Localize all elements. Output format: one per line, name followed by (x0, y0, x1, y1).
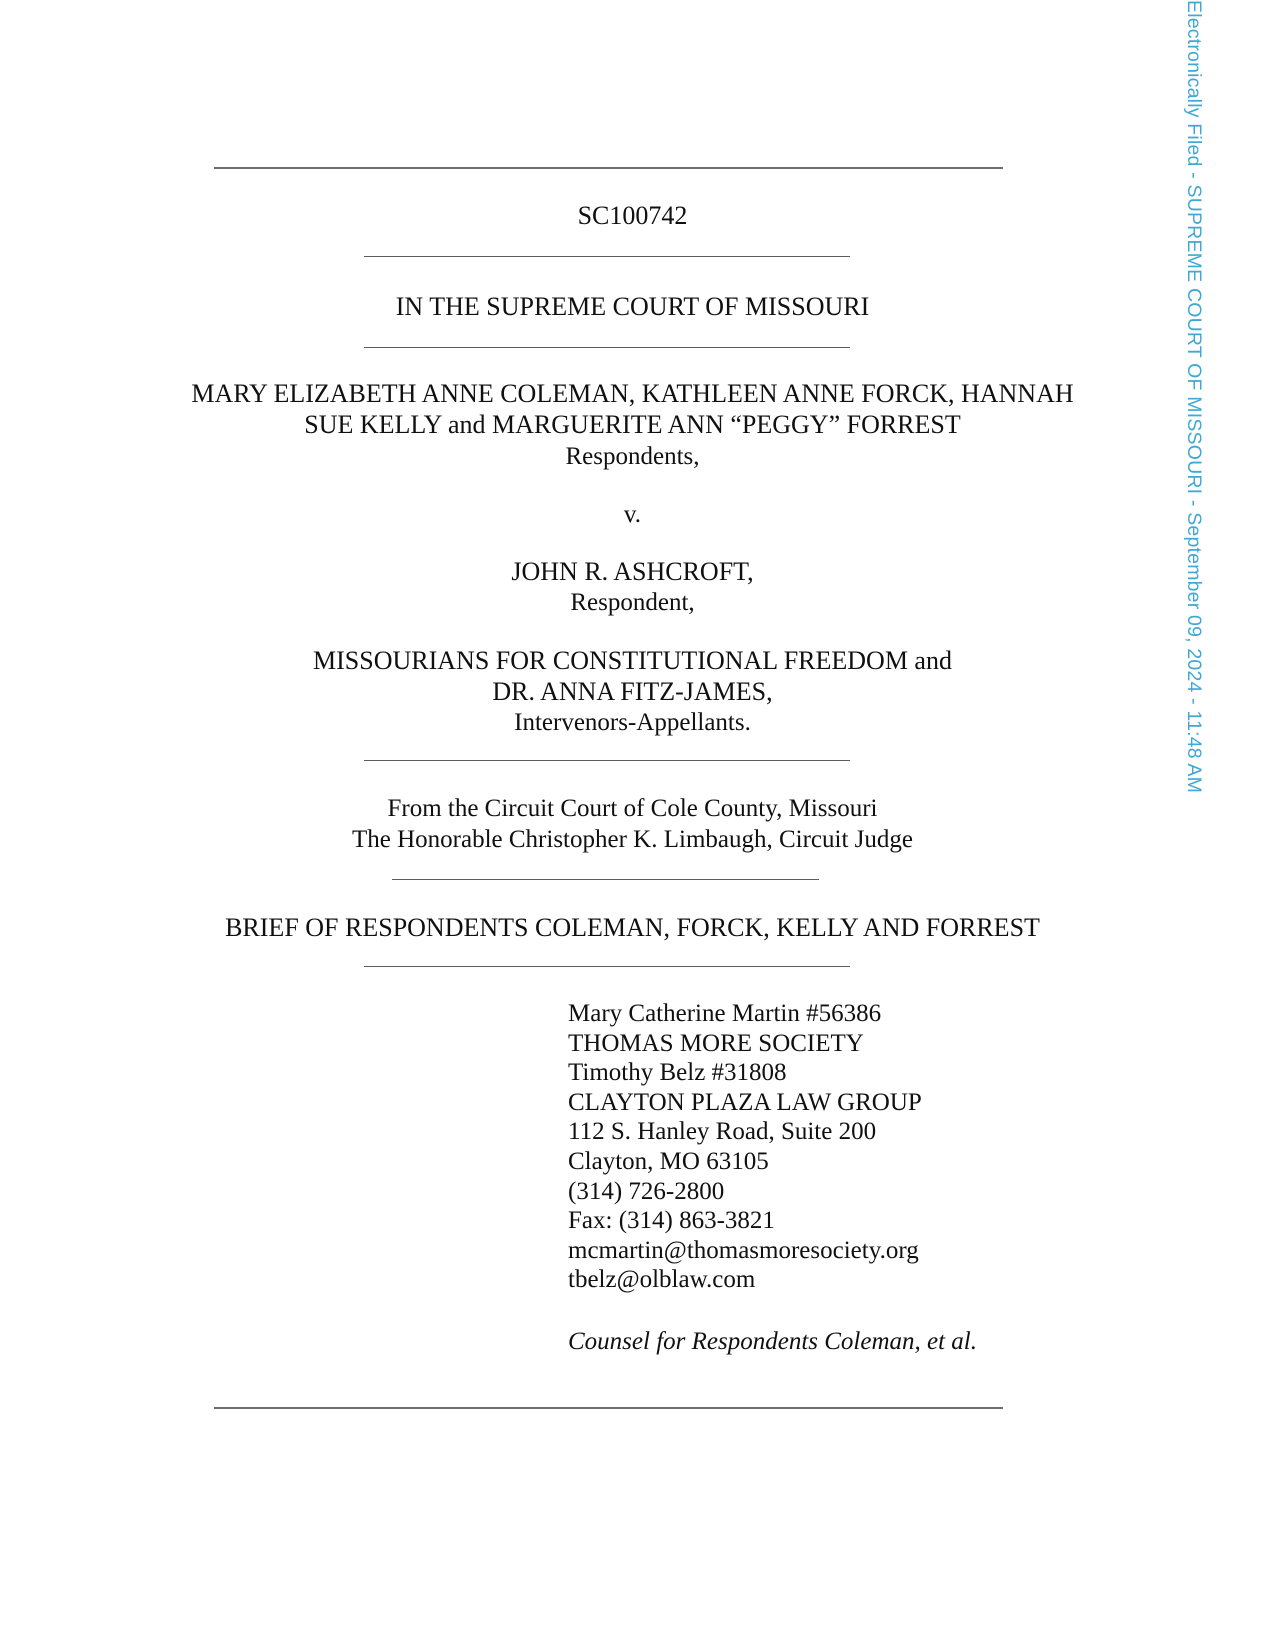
brief-title: BRIEF OF RESPONDENTS COLEMAN, FORCK, KELLY AND FORREST (225, 913, 1040, 942)
lower-court-judge: The Honorable Christopher K. Limbaugh, Circuit Judge (352, 826, 913, 853)
counsel-firm-2: CLAYTON PLAZA LAW GROUP (568, 1088, 922, 1116)
party-intervenors-role: Intervenors-Appellants. (514, 709, 751, 736)
counsel-attorney-2-name: Timothy Belz #31808 (568, 1059, 787, 1087)
counsel-attorney-1-name: Mary Catherine Martin #56386 (568, 1000, 882, 1027)
party-respondents-role: Respondents, (565, 443, 700, 470)
counsel-email-2: tbelz@olblaw.com (568, 1266, 756, 1294)
divider-below-brief-title (364, 966, 850, 967)
counsel-role-caption: Counsel for Respondents Coleman, et al. (568, 1328, 977, 1355)
party-ashcroft-role: Respondent, (570, 589, 695, 616)
counsel-street-address: 112 S. Hanley Road, Suite 200 (568, 1118, 877, 1146)
counsel-firm-1: THOMAS MORE SOCIETY (568, 1029, 864, 1057)
electronic-filing-stamp: Electronically Filed - SUPREME COURT OF MISSOURI - September 09, 2024 - 11:48 AM (1183, 0, 1205, 794)
counsel-fax: Fax: (314) 863-3821 (568, 1207, 775, 1235)
party-intervenors-line-2: DR. ANNA FITZ-JAMES, (492, 677, 773, 706)
divider-above-lower-court (364, 760, 850, 761)
counsel-email-1: mcmartin@thomasmoresociety.org (568, 1236, 919, 1264)
versus-label: v. (623, 501, 642, 528)
lower-court-origin: From the Circuit Court of Cole County, Missouri (387, 795, 878, 822)
case-number: SC100742 (577, 201, 688, 230)
counsel-phone: (314) 726-2800 (568, 1177, 725, 1205)
party-respondents-line-1: MARY ELIZABETH ANNE COLEMAN, KATHLEEN ANNE FORCK, HANNAH (191, 379, 1074, 408)
divider-above-brief-title (392, 879, 819, 880)
counsel-block (568, 999, 1048, 1295)
divider-under-court-name (364, 347, 850, 348)
court-name: IN THE SUPREME COURT OF MISSOURI (395, 292, 870, 321)
divider-top (214, 167, 1003, 169)
party-intervenors-line-1: MISSOURIANS FOR CONSTITUTIONAL FREEDOM and (313, 646, 952, 675)
counsel-city-state-zip: Clayton, MO 63105 (568, 1147, 769, 1175)
party-respondents-line-2: SUE KELLY and MARGUERITE ANN “PEGGY” FORREST (304, 410, 961, 439)
divider-under-case-number (364, 256, 850, 257)
divider-bottom (214, 1407, 1003, 1409)
party-ashcroft-name: JOHN R. ASHCROFT, (511, 557, 754, 586)
